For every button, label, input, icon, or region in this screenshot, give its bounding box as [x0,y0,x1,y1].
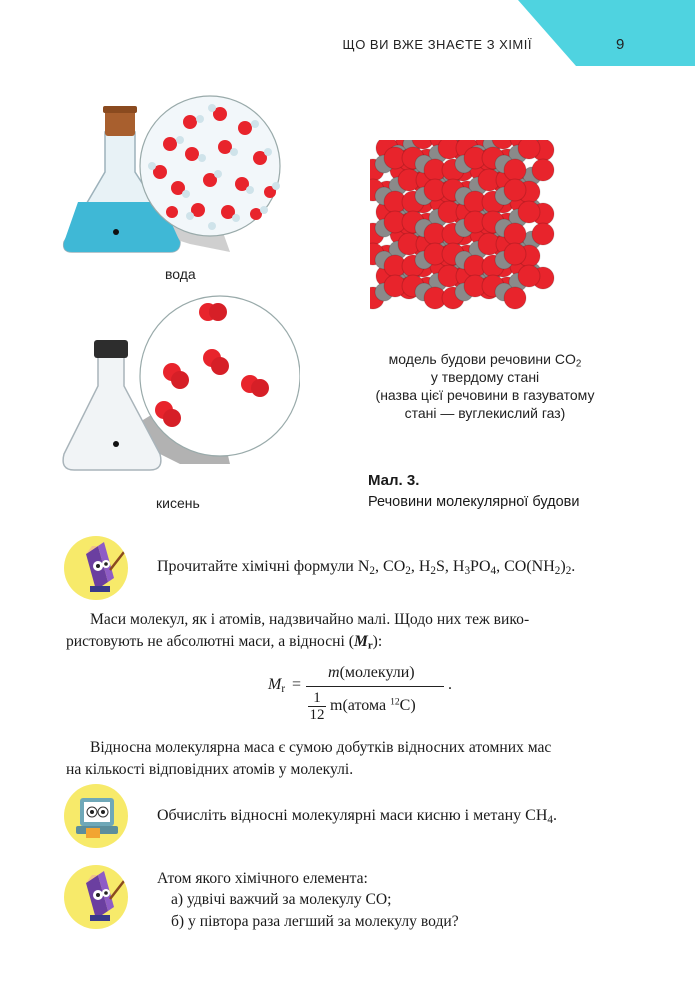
figure-title: Речовини молекулярної будови [368,494,580,510]
para1-line2: ристовують не абсолютні маси, а відносні $(M_r)$: [66,633,383,652]
pencil-teacher-icon-2 [64,865,128,929]
task2-text: Обчисліть відносні молекулярні маси кисню і метану $CH_4$. [157,807,557,826]
oxygen-atom [518,201,540,223]
formula-one: 1 [313,690,321,706]
formula-twelve: 12 [309,707,325,723]
oxygen-atom [504,223,526,245]
formula-denominator: m(атома $^{12}$C) [330,696,416,714]
formula-fraction-bar [306,686,444,687]
computer-icon [64,784,128,848]
section-title: ЩО ВИ ВЖЕ ЗНАЄТЕ З ХІМІЇ [342,37,532,52]
oxygen-caption: кисень [156,495,200,511]
task3-line2: а) удвічі важчий за молекулу CO; [171,891,392,908]
co2-caption-line4: стані — вуглекислий газ) [404,405,566,421]
co2-crystal-model [370,140,582,328]
para1-line1: Маси молекул, як і атомів, надзвичайно малі. Щодо них теж вико- [90,611,530,628]
page-number: 9 [616,36,625,53]
formula-dot: . [448,676,452,693]
formula-numerator: m(молекули) [328,664,415,681]
header-tab [518,0,695,66]
oxygen-atom [504,159,526,181]
co2-caption [365,350,605,422]
figure-label: Мал. 3. [368,472,420,489]
task3-line3: б) у півтора раза легший за молекулу води? [171,913,459,930]
oxygen-atom [518,265,540,287]
oxygen-atom [518,140,540,159]
task3-line1: Атом якого хімічного елемента: [157,870,368,887]
formula-one-twelfth [308,690,326,723]
pencil-teacher-icon [64,536,128,600]
para2-line2: на кількості відповідних атомів у молекулі. [66,761,354,778]
formula-equals: = [292,676,302,693]
oxygen-atom [504,179,526,201]
co2-caption-line1: модель будови речовини $CO_2$ [388,351,582,370]
co2-caption-line3: (назва цієї речовини в газуватому [375,387,595,403]
formula-lhs: $M_r$ [268,676,286,695]
oxygen-atom [504,287,526,309]
task1-text: Прочитайте хімічні формули $N_2$, $CO_2$, $H_2S$, $H_3PO_4$, $CO(NH_2)_2$. [157,558,576,577]
para2-line1: Відносна молекулярна маса є сумою добутків відносних атомних мас [90,739,552,756]
oxygen-atom [504,243,526,265]
water-caption: вода [165,266,196,282]
co2-caption-line2: у твердому стані [430,369,540,385]
oxygen-atom [532,159,554,181]
water-flask-illustration [60,92,300,264]
mr-formula [262,662,462,724]
oxygen-flask-illustration [60,294,300,480]
oxygen-atom [532,223,554,245]
